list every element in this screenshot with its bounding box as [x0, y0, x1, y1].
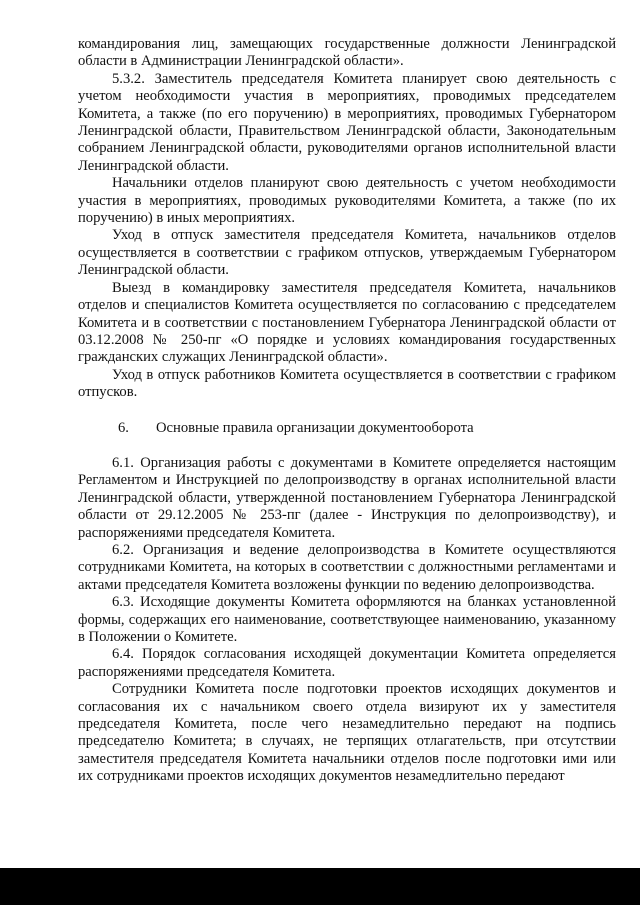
paragraph-6-2: 6.2. Организация и ведение делопроизводства в Комитете осуществляются сотрудниками Комитета, на которых в соответствии с должностными регламентами и актами председателя Комитета возложены функции по ведению делопроизводства.	[78, 541, 616, 593]
paragraph-6-4: 6.4. Порядок согласования исходящей документации Комитета определяется распоряжениями председателя Комитета.	[78, 646, 616, 680]
section-heading	[78, 420, 616, 437]
paragraph-continuation: командирования лиц, замещающих государственные должности Ленинградской области в Администрации Ленинградской области».	[78, 36, 616, 70]
paragraph-business-trip: Выезд в командировку заместителя председателя Комитета, начальников отделов и специалистов Комитета осуществляется по согласованию с председателем Комитета и в соответствии с постановлением Губернатора Ленинградской области от 03.12.2008 № 250-пг «О порядке и условиях командирования государственных гражданских служащих Ленинградской области».	[78, 279, 616, 366]
paragraph-department-heads: Начальники отделов планируют свою деятельность с учетом необходимости участия в мероприятиях, проводимых руководителями Комитета, а также (по их поручению) в иных мероприятиях.	[78, 175, 616, 227]
paragraph-approval-process: Сотрудники Комитета после подготовки проектов исходящих документов и согласования их с начальником своего отдела визируют их у заместителя председателя Комитета, после чего незамедлительно передают на подпись председателю Комитета; в случаях, не терпящих отлагательств, при отсутствии заместителя председателя Комитета начальники отделов после подготовки ими или их сотрудниками проектов исходящих документов незамедлительно передают	[78, 681, 616, 785]
paragraph-6-3: 6.3. Исходящие документы Комитета оформляются на бланках установленной формы, содержащих его наименование, соответствующее наименованию, указанному в Положении о Комитете.	[78, 594, 616, 645]
paragraph-staff-vacation: Уход в отпуск работников Комитета осуществляется в соответствии с графиком отпусков.	[78, 366, 616, 401]
section-number: 6.	[118, 419, 129, 436]
paragraph-5-3-2: 5.3.2. Заместитель председателя Комитета планирует свою деятельность с учетом необходимости участия в мероприятиях, проводимых председателем Комитета, а также (по его поручению) в мероприятиях, проводимых Губернатором Ленинградской области, Правительством Ленинградской области, Законодательным собранием Ленинградской области, руководителями органов исполнительной власти Ленинградской области.	[78, 70, 616, 174]
paragraph-deputy-vacation: Уход в отпуск заместителя председателя Комитета, начальников отделов осуществляется в соответствии с графиком отпусков, утверждаемым Губернатором Ленинградской области.	[78, 227, 616, 279]
scan-bottom-edge	[0, 868, 640, 905]
paragraph-6-1: 6.1. Организация работы с документами в Комитете определяется настоящим Регламентом и Инструкцией по делопроизводству в органах исполнительной власти Ленинградской области, утвержденной постановлением Губернатора Ленинградской области от 29.12.2005 № 253-пг (далее - Инструкция по делопроизводству), и распоряжениями председателя Комитета.	[78, 454, 616, 541]
spacer	[78, 402, 616, 412]
document-page	[78, 36, 616, 786]
section-title: Основные правила организации документооборота	[156, 419, 474, 436]
